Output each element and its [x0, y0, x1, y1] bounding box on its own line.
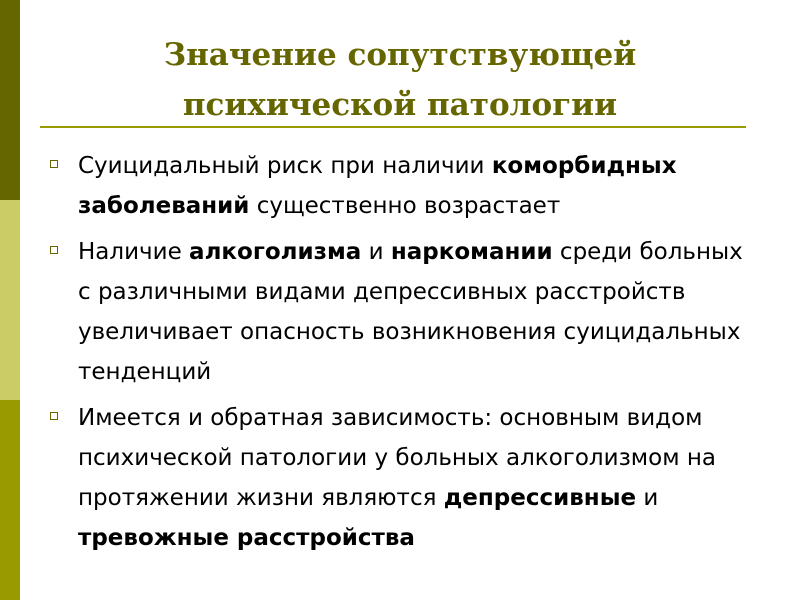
- bullet-text-emphasis: тревожные расстройства: [78, 525, 415, 551]
- bullet-text-segment: Имеется и обратная зависимость: основным видом психической патологии у больных алкоголизмом на протяжении жизни являются: [78, 405, 717, 511]
- bullet-text: [78, 239, 743, 385]
- bullet-text: [78, 405, 716, 551]
- bullet-text-segment: Наличие: [78, 239, 190, 265]
- decor-bar-middle: [0, 200, 20, 400]
- slide-title-line-2: психической патологии: [182, 87, 618, 123]
- bullet-text-segment: существенно возрастает: [249, 193, 561, 219]
- bullet-text-segment: и: [636, 485, 659, 511]
- hollow-square-icon: [50, 246, 58, 254]
- hollow-square-icon: [50, 412, 58, 420]
- bullet-list: [48, 146, 748, 564]
- hollow-square-icon: [50, 160, 58, 168]
- bullet-item: [48, 146, 748, 226]
- decor-bar-top: [0, 0, 20, 200]
- bullet-text-segment: и: [361, 239, 391, 265]
- bullet-text: [78, 153, 677, 219]
- decor-bar-bottom: [0, 400, 20, 600]
- bullet-item: [48, 232, 748, 392]
- slide-title: [40, 30, 760, 130]
- bullet-text-emphasis: наркомании: [390, 239, 553, 265]
- title-divider: [40, 126, 746, 128]
- bullet-text-emphasis: алкоголизма: [189, 239, 362, 265]
- slide-title-line-1: Значение сопутствующей: [163, 37, 637, 73]
- bullet-item: [48, 398, 748, 558]
- bullet-text-segment: Суицидальный риск при наличии: [78, 153, 492, 179]
- bullet-text-emphasis: депрессивные: [443, 485, 637, 511]
- bullet-text-emphasis: коморбидных заболеваний: [78, 153, 677, 219]
- bullet-text-segment: среди больных с различными видами депрессивных расстройств увеличивает опасность возникновения суицидальных тенденций: [78, 239, 743, 385]
